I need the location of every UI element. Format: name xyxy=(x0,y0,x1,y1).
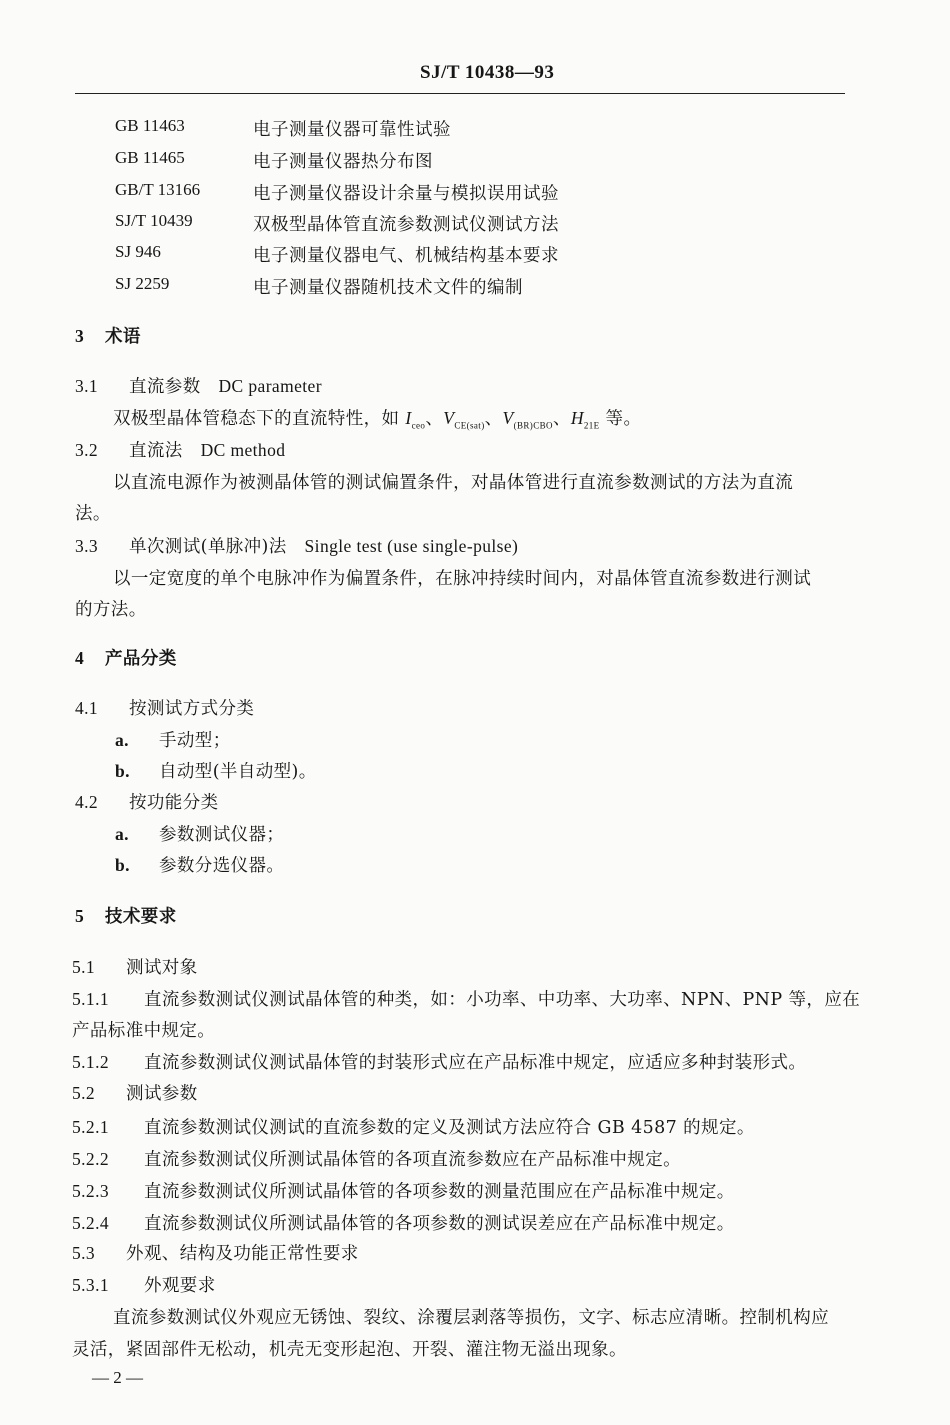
reference-title: 电子测量仪器电气、机械结构基本要求 xyxy=(253,246,559,266)
clause-body: 直流参数测试仪所测试晶体管的各项参数的测量范围应在产品标准中规定。 xyxy=(144,1182,735,1202)
list-item xyxy=(115,727,231,752)
clause-heading xyxy=(72,954,198,979)
clause-text xyxy=(72,1049,806,1074)
clause-body: 直流参数测试仪测试晶体管的封装形式应在产品标准中规定，应适应多种封装形式。 xyxy=(144,1053,807,1073)
clause-text xyxy=(72,1114,755,1139)
clause-number: 5.1 xyxy=(72,957,96,977)
clause-heading xyxy=(75,789,219,814)
list-item-text: 手动型； xyxy=(159,731,231,751)
clause-title: 按功能分类 xyxy=(129,793,219,813)
reference-title: 电子测量仪器设计余量与模拟误用试验 xyxy=(253,184,559,204)
standard-code-header: SJ/T 10438—93 xyxy=(420,62,555,83)
list-item xyxy=(115,852,284,877)
reference-title: 电子测量仪器随机技术文件的编制 xyxy=(253,278,523,298)
section-heading xyxy=(75,903,177,928)
term-heading xyxy=(75,373,322,398)
definition-text: 双极型晶体管稳态下的直流特性，如 xyxy=(113,409,406,429)
term-definition: 的方法。 xyxy=(75,600,147,620)
reference-title: 电子测量仪器可靠性试验 xyxy=(253,120,451,140)
symbol: V xyxy=(502,408,514,428)
clause-number: 5.3 xyxy=(72,1243,96,1263)
term-definition xyxy=(113,405,641,431)
clause-heading xyxy=(72,1080,198,1105)
header-rule xyxy=(75,93,845,94)
section-number: 5 xyxy=(75,906,85,926)
clause-body: 直流参数测试仪所测试晶体管的各项参数的测试误差应在产品标准中规定。 xyxy=(144,1214,735,1234)
section-heading xyxy=(75,645,177,670)
term-title: 直流参数 xyxy=(129,377,201,397)
clause-title: 测试对象 xyxy=(126,958,198,978)
term-heading xyxy=(75,437,285,462)
clause-heading xyxy=(75,695,254,720)
symbol: I xyxy=(405,408,412,428)
list-item-text: 参数测试仪器； xyxy=(159,825,285,845)
list-item xyxy=(115,758,317,783)
term-definition: 以直流电源作为被测晶体管的测试偏置条件，对晶体管进行直流参数测试的方法为直流 xyxy=(113,473,794,493)
symbol-subscript: ceo xyxy=(411,420,426,431)
symbol: H xyxy=(570,408,584,428)
reference-code: GB 11463 xyxy=(115,116,185,135)
section-number: 3 xyxy=(75,326,85,346)
section-title: 技术要求 xyxy=(105,907,177,927)
clause-title: 外观、结构及功能正常性要求 xyxy=(126,1244,359,1264)
term-definition: 以一定宽度的单个电脉冲作为偏置条件，在脉冲持续时间内，对晶体管直流参数进行测试 xyxy=(113,569,812,589)
reference-code: GB 11465 xyxy=(115,148,185,167)
definition-text: 等。 xyxy=(599,409,642,429)
clause-body: 直流参数测试仪测试晶体管的种类，如：小功率、中功率、大功率、NPN、PNP 等，应在 xyxy=(144,990,861,1010)
clause-title: 外观要求 xyxy=(144,1276,216,1296)
section-heading xyxy=(75,323,141,348)
term-heading xyxy=(75,533,518,558)
reference-title: 电子测量仪器热分布图 xyxy=(253,152,433,172)
reference-code: SJ 2259 xyxy=(115,274,170,293)
clause-text: 灵活，紧固部件无松动，机壳无变形起泡、开裂、灌注物无溢出现象。 xyxy=(72,1340,627,1360)
clause-number: 3.2 xyxy=(75,440,99,460)
list-item xyxy=(115,821,284,846)
reference-code: SJ/T 10439 xyxy=(115,211,193,230)
clause-number: 5.3.1 xyxy=(72,1275,109,1295)
clause-number: 5.2.1 xyxy=(72,1117,109,1137)
clause-body: 直流参数测试仪所测试晶体管的各项直流参数应在产品标准中规定。 xyxy=(144,1150,681,1170)
clause-number: 3.1 xyxy=(75,376,99,396)
symbol-subscript: (BR)CBO xyxy=(513,420,553,431)
symbol: V xyxy=(443,408,455,428)
clause-title: 按测试方式分类 xyxy=(129,699,255,719)
symbol-subscript: 21E xyxy=(583,420,600,431)
reference-code: GB/T 13166 xyxy=(115,180,201,199)
clause-number: 5.2.4 xyxy=(72,1213,109,1233)
clause-number: 5.2 xyxy=(72,1083,96,1103)
list-marker: a. xyxy=(115,824,129,844)
clause-heading xyxy=(72,1272,216,1297)
clause-text: 产品标准中规定。 xyxy=(72,1021,216,1041)
clause-number: 5.2.3 xyxy=(72,1181,109,1201)
term-english: DC parameter xyxy=(218,376,322,396)
section-title: 产品分类 xyxy=(105,649,177,669)
page-number: — 2 — xyxy=(92,1368,143,1387)
separator: 、 xyxy=(484,409,503,429)
clause-number: 5.2.2 xyxy=(72,1149,109,1169)
clause-text xyxy=(72,1210,735,1235)
term-english: DC method xyxy=(200,440,286,460)
separator: 、 xyxy=(552,409,571,429)
term-definition: 法。 xyxy=(75,504,111,524)
list-item-text: 参数分选仪器。 xyxy=(159,856,285,876)
clause-number: 5.1.1 xyxy=(72,989,109,1009)
term-english: Single test (use single-pulse) xyxy=(304,536,519,556)
list-marker: b. xyxy=(115,855,130,875)
reference-title: 双极型晶体管直流参数测试仪测试方法 xyxy=(253,215,559,235)
section-number: 4 xyxy=(75,648,85,668)
list-marker: a. xyxy=(115,730,129,750)
clause-number: 4.1 xyxy=(75,698,99,718)
list-marker: b. xyxy=(115,761,130,781)
clause-title: 测试参数 xyxy=(126,1084,198,1104)
separator: 、 xyxy=(425,409,444,429)
clause-text: 直流参数测试仪外观应无锈蚀、裂纹、涂覆层剥落等损伤，文字、标志应清晰。控制机构应 xyxy=(113,1308,829,1328)
clause-text xyxy=(72,1178,735,1203)
clause-heading xyxy=(72,1240,359,1265)
list-item-text: 自动型(半自动型)。 xyxy=(159,762,317,782)
clause-body: 直流参数测试仪测试的直流参数的定义及测试方法应符合 GB 4587 的规定。 xyxy=(144,1118,755,1138)
clause-text xyxy=(72,1146,681,1171)
reference-code: SJ 946 xyxy=(115,242,161,261)
clause-number: 5.1.2 xyxy=(72,1052,109,1072)
clause-number: 4.2 xyxy=(75,792,99,812)
term-title: 单次测试(单脉冲)法 xyxy=(129,537,287,557)
term-title: 直流法 xyxy=(129,441,183,461)
clause-text xyxy=(72,986,860,1011)
symbol-subscript: CE(sat) xyxy=(454,420,485,431)
clause-number: 3.3 xyxy=(75,536,99,556)
section-title: 术语 xyxy=(105,327,141,347)
